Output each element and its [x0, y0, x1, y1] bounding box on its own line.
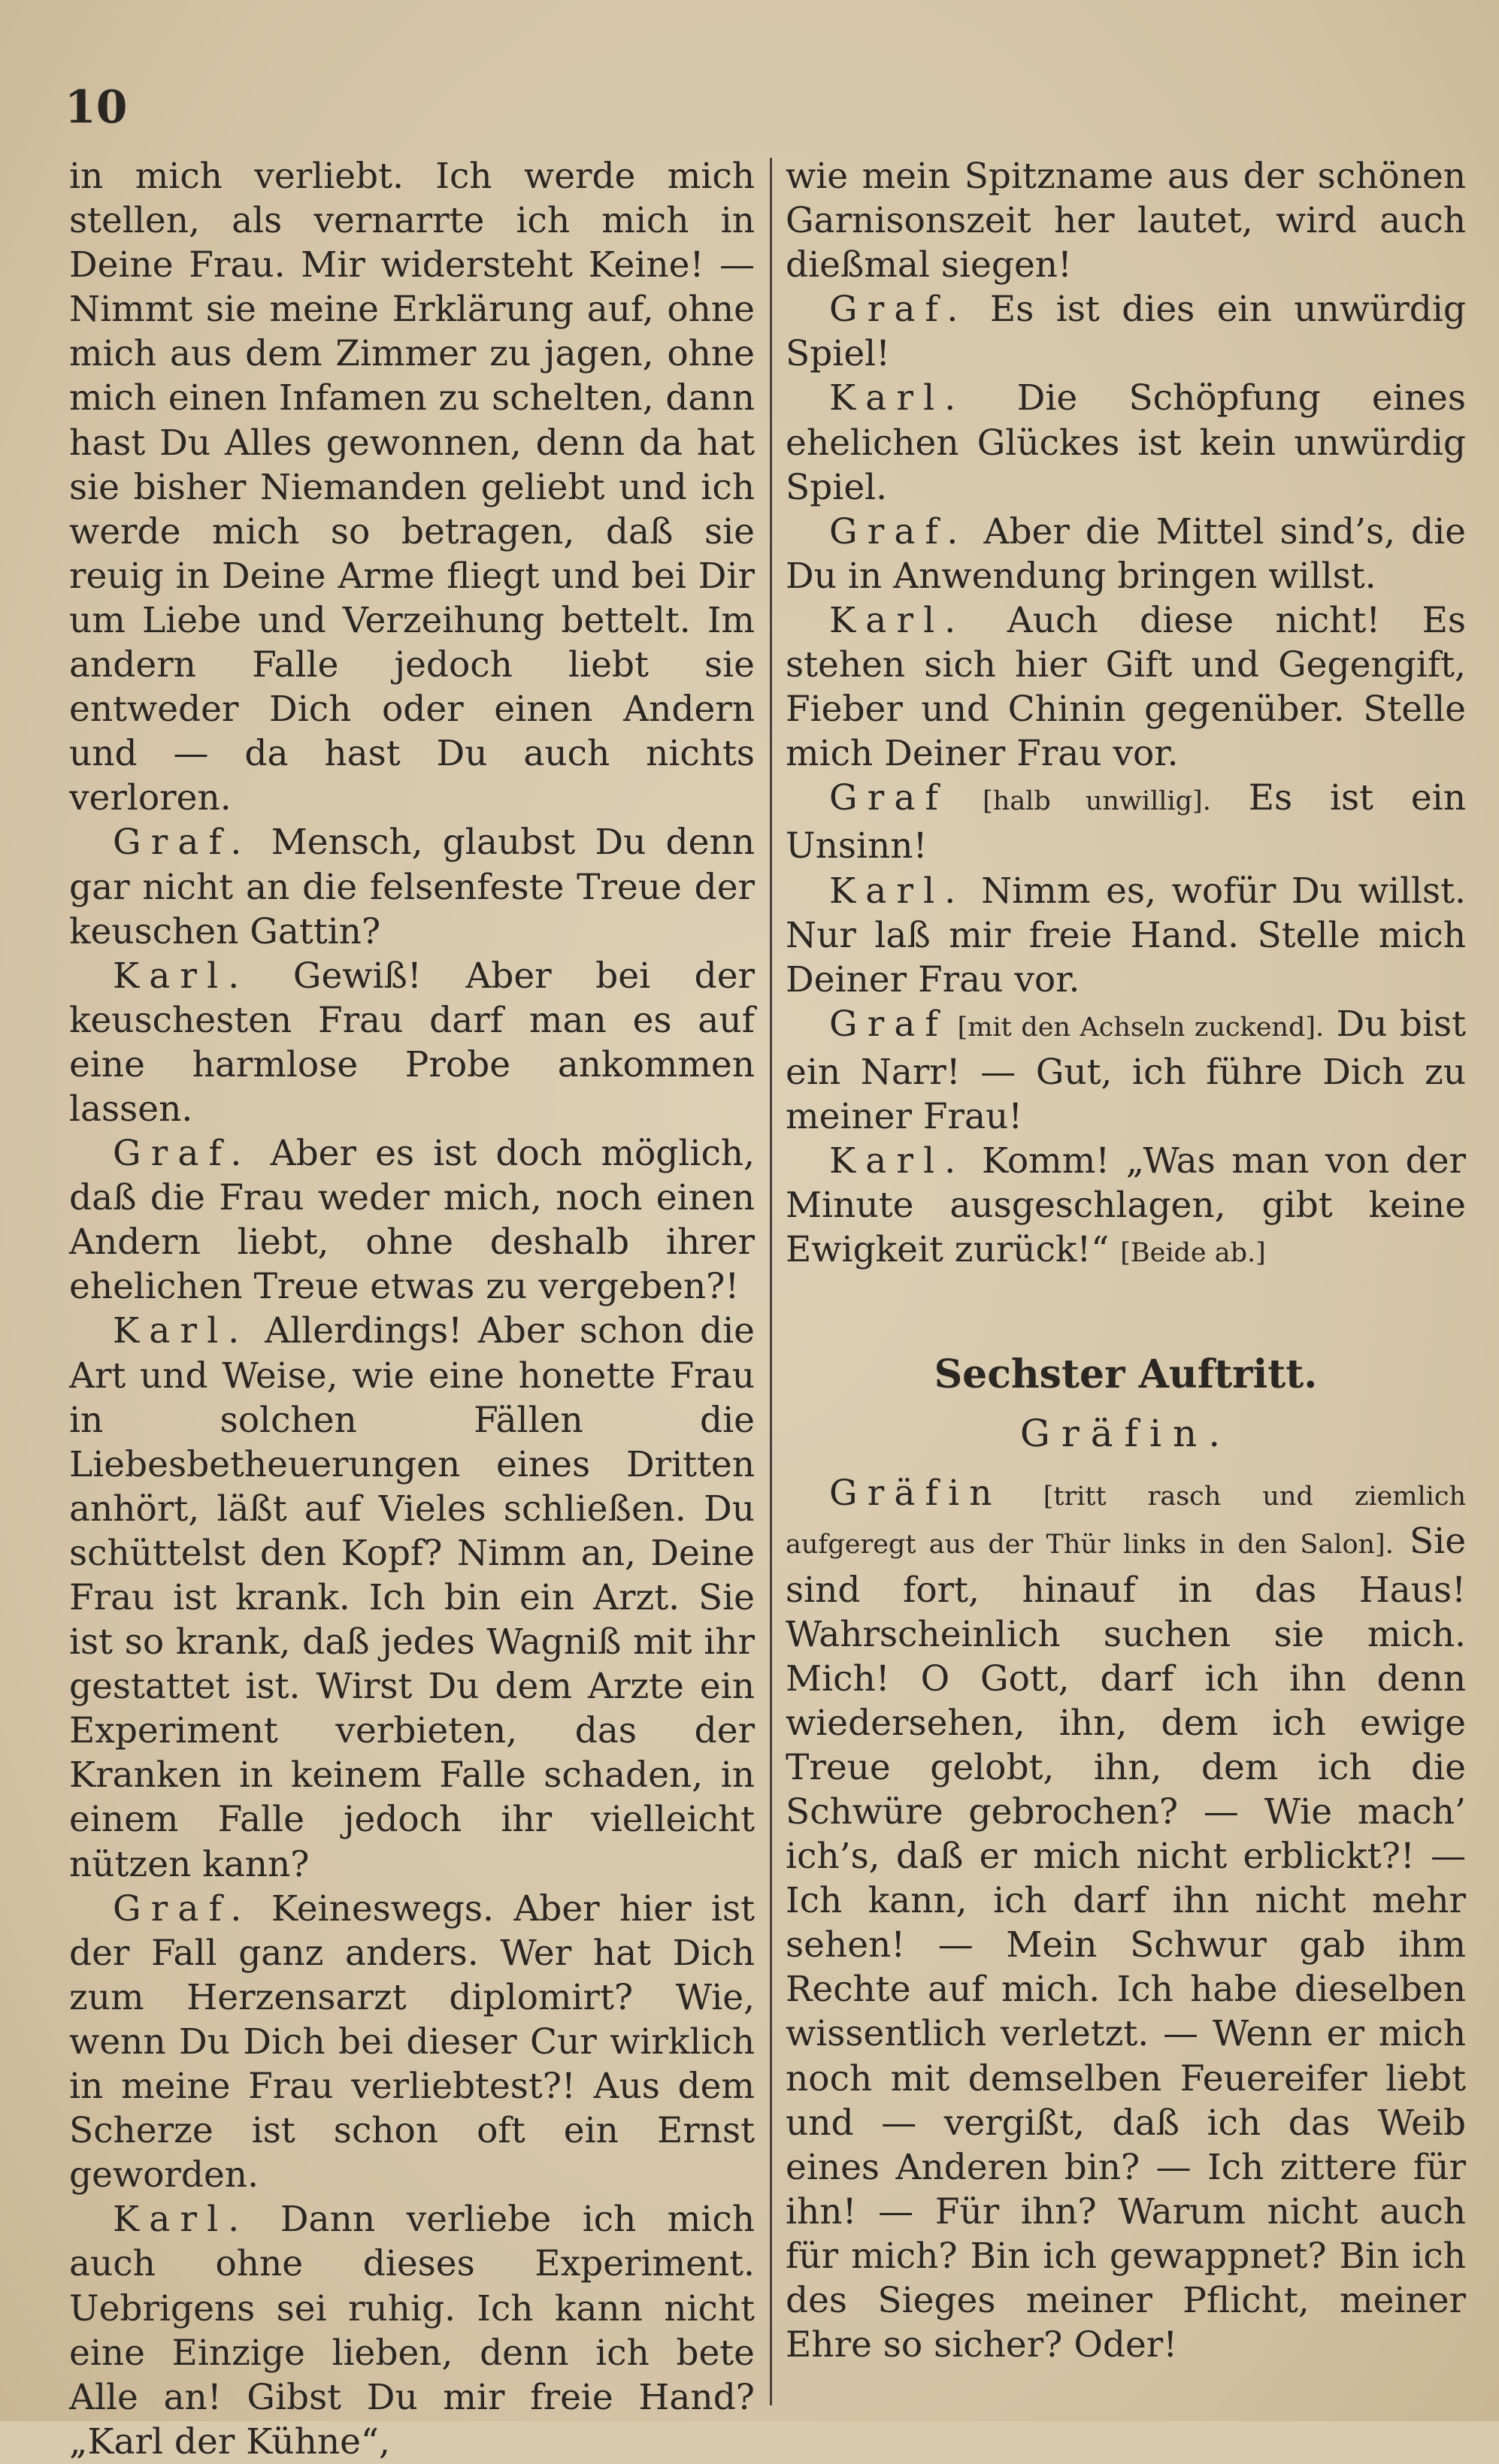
- speaker-name: Graf: [829, 777, 949, 819]
- speaker-name: Karl.: [113, 1310, 250, 1352]
- speaker-name: Karl.: [829, 377, 966, 419]
- speaker-name: Graf.: [829, 510, 968, 552]
- dialogue-line: Karl. Komm! „Was man von der Minute ausgeschlagen, gibt keine Ewigkeit zurück!“ [Beide ab.]: [786, 1140, 1466, 1271]
- speaker-name: Karl.: [113, 955, 250, 997]
- speaker-name: Graf.: [113, 822, 252, 864]
- scene-character: Gräfin.: [1019, 1412, 1232, 1456]
- speaker-name: Karl.: [829, 870, 966, 912]
- dialogue-line: Karl. Allerdings! Aber schon die Art und Weise, wie eine honette Frau in solchen Fällen die Liebesbetheuerungen eines Dritten anhört, läßt auf Vieles schließen. Du schüttelst den Kopf? Nimm an, Deine Frau ist krank. Ich bin ein Arzt. Sie ist so krank, daß jedes Wagniß mit ihr gestattet ist. Wirst Du dem Arzte ein Experiment verbieten, das der Kranken in keinem Falle schaden, in einem Falle jedoch ihr vielleicht nützen kann?: [69, 1310, 755, 1885]
- stage-direction: [tritt rasch und ziemlich aufgeregt aus der Thür links in den Salon].: [786, 1482, 1466, 1560]
- speaker-name: Karl.: [829, 1140, 966, 1182]
- dialogue-line: Graf [mit den Achseln zuckend]. Du bist ein Narr! — Gut, ich führe Dich zu meiner Frau!: [786, 1003, 1466, 1137]
- stage-direction: [halb unwillig].: [948, 786, 1211, 817]
- dialogue-line: Graf. Aber die Mittel sind’s, die Du in Anwendung bringen willst.: [786, 510, 1466, 597]
- paragraph: in mich verliebt. Ich werde mich stellen, als vernarrte ich mich in Deine Frau. Mir widersteht Keine! — Nimmt sie meine Erklärung auf, ohne mich aus dem Zimmer zu jagen, ohne mich einen Infamen zu schelten, dann hast Du Alles gewonnen, denn da hat sie bisher Niemanden geliebt und ich werde mich so betragen, daß sie reuig in Deine Arme fliegt und bei Dir um Liebe und Verzeihung bettelt. Im andern Falle jedoch liebt sie entweder Dich oder einen Andern und — da hast Du auch nichts verloren.: [69, 156, 755, 819]
- speaker-name: Karl.: [829, 599, 966, 641]
- page-number: 10: [65, 81, 128, 134]
- dialogue-line: Karl. Auch diese nicht! Es stehen sich hier Gift und Gegengift, Fieber und Chinin gegenüber. Stelle mich Deiner Frau vor.: [786, 599, 1466, 775]
- paragraph: wie mein Spitzname aus der schönen Garnisonszeit her lautet, wird auch dießmal siegen!: [786, 156, 1466, 286]
- dialogue-line: Gräfin [tritt rasch und ziemlich aufgeregt aus der Thür links in den Salon]. Sie sind fort, hinauf in das Haus! Wahrscheinlich suchen sie mich. Mich! O Gott, darf ich ihn denn wiedersehen, ihn, dem ich ewige Treue gelobt, ihn, dem ich die Schwüre gebrochen? — Wie mach’ ich’s, daß er mich nicht erblickt?! — Ich kann, ich darf ihn nicht mehr sehen! — Mein Schwur gab ihm Rechte auf mich. Ich habe dieselben wissentlich verletzt. — Wenn er mich noch mit demselben Feuereifer liebt und — vergißt, daß ich das Weib eines Anderen bin? — Ich zittere für ihn! — Für ihn? Warum nicht auch für mich? Bin ich gewappnet? Bin ich des Sieges meiner Pflicht, meiner Ehre so sicher? Oder!: [786, 1473, 1467, 2366]
- speaker-name: Karl.: [113, 2199, 250, 2241]
- speaker-name: Gräfin: [829, 1473, 1002, 1515]
- speaker-name: Graf.: [113, 1887, 252, 1930]
- speaker-name: Graf.: [829, 289, 968, 331]
- dialogue-line: Graf. Aber es ist doch möglich, daß die Frau weder mich, noch einen Andern liebt, ohne deshalb ihrer ehelichen Treue etwas zu vergeben?!: [69, 1133, 755, 1308]
- dialogue-line: Graf [halb unwillig]. Es ist ein Unsinn!: [786, 777, 1467, 867]
- stage-direction: [mit den Achseln zuckend].: [948, 1012, 1325, 1043]
- scene-heading: Sechster Auftritt.: [934, 1352, 1318, 1398]
- speaker-name: Graf: [829, 1003, 949, 1045]
- left-column: [69, 154, 755, 2464]
- stage-direction: [Beide ab.]: [1120, 1238, 1266, 1269]
- right-column: [786, 154, 1466, 2367]
- dialogue-line: Karl. Dann verliebe ich mich auch ohne dieses Experiment. Uebrigens sei ruhig. Ich kann nicht eine Einzige lieben, denn ich bete Alle an! Gibst Du mir freie Hand? „Karl der Kühne“,: [69, 2199, 755, 2462]
- column-divider: [770, 158, 772, 2405]
- dialogue-line: Karl. Gewiß! Aber bei der keuschesten Frau darf man es auf eine harmlose Probe ankommen lassen.: [69, 955, 755, 1130]
- dialogue-line: Graf. Mensch, glaubst Du denn gar nicht an die felsenfeste Treue der keuschen Gattin?: [69, 822, 755, 952]
- dialogue-line: Graf. Keineswegs. Aber hier ist der Fall ganz anders. Wer hat Dich zum Herzensarzt diplomirt? Wie, wenn Du Dich bei dieser Cur wirklich in meine Frau verliebtest?! Aus dem Scherze ist schon oft ein Ernst geworden.: [69, 1887, 755, 2196]
- dialogue-line: Graf. Es ist dies ein unwürdig Spiel!: [786, 289, 1466, 375]
- speaker-name: Graf.: [113, 1133, 252, 1175]
- dialogue-line: Karl. Die Schöpfung eines ehelichen Glückes ist kein unwürdig Spiel.: [786, 377, 1466, 508]
- dialogue-line: Karl. Nimm es, wofür Du willst. Nur laß mir freie Hand. Stelle mich Deiner Frau vor.: [786, 870, 1466, 1000]
